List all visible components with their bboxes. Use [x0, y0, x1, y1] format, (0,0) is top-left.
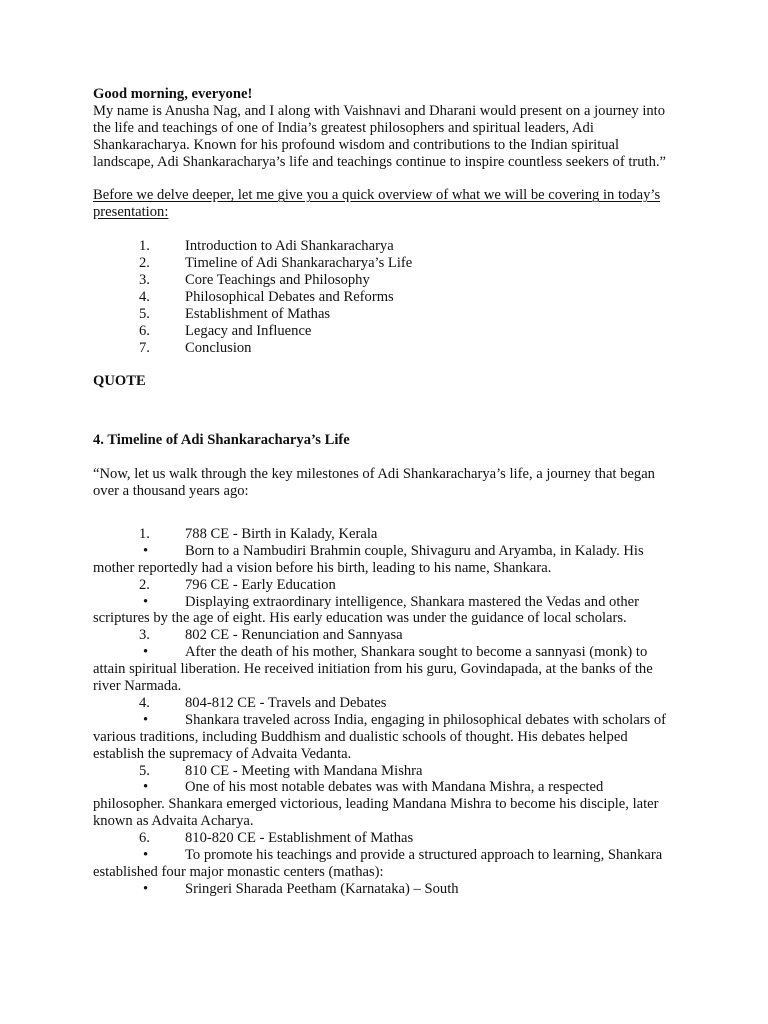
timeline-description-text: After the death of his mother, Shankara sought to become a sannyasi (monk) to attain spiritual liberation. He received initiation from his guru, Govindapada, at the banks of the river Narmada.: [93, 644, 653, 695]
timeline-description: • Shankara traveled across India, engaging in philosophical debates with scholars of various traditions, including Buddhism and dualistic schools of thought. His debates helped establish the supremacy of Advaita Vedanta.: [93, 711, 667, 762]
timeline-description-text: Displaying extraordinary intelligence, Shankara mastered the Vedas and other scriptures by the age of eight. His early education was under the guidance of local scholars.: [93, 593, 640, 627]
timeline-title-row: [93, 627, 673, 644]
timeline-description-text: One of his most notable debates was with Mandana Mishra, a respected philosopher. Shankara emerged victorious, leading Mandana Mishra to become his disciple, later known as Advaita Acharya.: [93, 779, 659, 830]
agenda-item: [93, 323, 673, 340]
agenda-item-label: Timeline of Adi Shankaracharya’s Life: [185, 255, 413, 272]
timeline-description: • After the death of his mother, Shankara sought to become a sannyasi (monk) to attain spiritual liberation. He received initiation from his guru, Govindapada, at the banks of the river Narmada.: [93, 644, 653, 695]
timeline-number: 4.: [139, 694, 150, 711]
timeline-title-row: [93, 577, 673, 594]
timeline-title-row: [93, 830, 673, 847]
timeline-title: 796 CE - Early Education: [185, 576, 336, 593]
timeline-description: • Born to a Nambudiri Brahmin couple, Shivaguru and Aryamba, in Kalady. His mother reportedly had a vision before his birth, leading to his name, Shankara.: [93, 542, 644, 576]
overview-line: Before we delve deeper, let me give you a quick overview of what we will be covering in today’s presentation:: [93, 187, 661, 221]
matha-item-label: Sringeri Sharada Peetham (Karnataka) – South: [185, 880, 459, 897]
timeline-description-text: Born to a Nambudiri Brahmin couple, Shivaguru and Aryamba, in Kalady. His mother reportedly had a vision before his birth, leading to his name, Shankara.: [93, 542, 644, 576]
agenda-item-label: Establishment of Mathas: [185, 305, 331, 322]
agenda-item: [93, 272, 673, 289]
timeline-number: 1.: [139, 525, 150, 542]
timeline-description: • One of his most notable debates was with Mandana Mishra, a respected philosopher. Shankara emerged victorious, leading Mandana Mishra to become his disciple, later known as Advaita Acharya.: [93, 779, 659, 830]
agenda-item-number: 7.: [139, 339, 150, 356]
timeline-title: 810 CE - Meeting with Mandana Mishra: [185, 762, 423, 779]
agenda-item-label: Introduction to Adi Shankaracharya: [185, 238, 394, 255]
timeline-title-row: [93, 526, 673, 543]
timeline-title: 810-820 CE - Establishment of Mathas: [185, 830, 414, 847]
agenda-item-label: Core Teachings and Philosophy: [185, 271, 370, 288]
agenda-item-number: 5.: [139, 305, 150, 322]
timeline-description-text: Shankara traveled across India, engaging in philosophical debates with scholars of various traditions, including Buddhism and dualistic schools of thought. His debates helped establish the supremacy of Advaita Vedanta.: [93, 711, 667, 762]
agenda-item-number: 2.: [139, 255, 150, 272]
agenda-item-label: Conclusion: [185, 339, 252, 356]
timeline-number: 2.: [139, 576, 150, 593]
timeline-title: 804-812 CE - Travels and Debates: [185, 694, 387, 711]
agenda-item-number: 1.: [139, 238, 150, 255]
quote-heading: QUOTE: [93, 373, 146, 390]
timeline-title: 802 CE - Renunciation and Sannyasa: [185, 627, 403, 644]
agenda-item: [93, 306, 673, 323]
agenda-item-number: 4.: [139, 288, 150, 305]
timeline-title-row: [93, 763, 673, 780]
document-page: [93, 86, 673, 898]
agenda-item: [93, 238, 673, 255]
matha-item: [93, 881, 673, 898]
agenda-item-number: 3.: [139, 271, 150, 288]
bullet-icon: •: [143, 880, 149, 897]
timeline-number: 6.: [139, 830, 150, 847]
agenda-item-label: Legacy and Influence: [185, 322, 312, 339]
greeting-heading: Good morning, everyone!: [93, 86, 253, 102]
agenda-item-number: 6.: [139, 322, 150, 339]
intro-paragraph: My name is Anusha Nag, and I along with Vaishnavi and Dharani would present on a journey into the life and teachings of one of India’s greatest philosophers and spiritual leaders, Adi Shankaracharya. Known for his profound wisdom and contributions to the Indian spiritual landscape, Adi Shankaracharya’s life and teachings continue to inspire countless seekers of truth.”: [93, 102, 667, 170]
timeline-description: • Displaying extraordinary intelligence, Shankara mastered the Vedas and other scriptures by the age of eight. His early education was under the guidance of local scholars.: [93, 593, 640, 627]
agenda-item: [93, 255, 673, 272]
agenda-item: [93, 289, 673, 306]
agenda-list: [93, 238, 673, 356]
timeline-number: 5.: [139, 762, 150, 779]
agenda-item: [93, 340, 673, 357]
timeline-list: [93, 526, 673, 898]
timeline-title: 788 CE - Birth in Kalady, Kerala: [185, 525, 378, 542]
agenda-item-label: Philosophical Debates and Reforms: [185, 288, 394, 305]
section-intro: “Now, let us walk through the key milestones of Adi Shankaracharya’s life, a journey that began over a thousand years ago:: [93, 466, 655, 499]
timeline-description: • To promote his teachings and provide a structured approach to learning, Shankara established four major monastic centers (mathas):: [93, 847, 663, 880]
timeline-number: 3.: [139, 627, 150, 644]
section-heading: 4. Timeline of Adi Shankaracharya’s Life: [93, 432, 350, 449]
timeline-title-row: [93, 695, 673, 712]
timeline-description-text: To promote his teachings and provide a structured approach to learning, Shankara established four major monastic centers (mathas):: [93, 847, 663, 880]
